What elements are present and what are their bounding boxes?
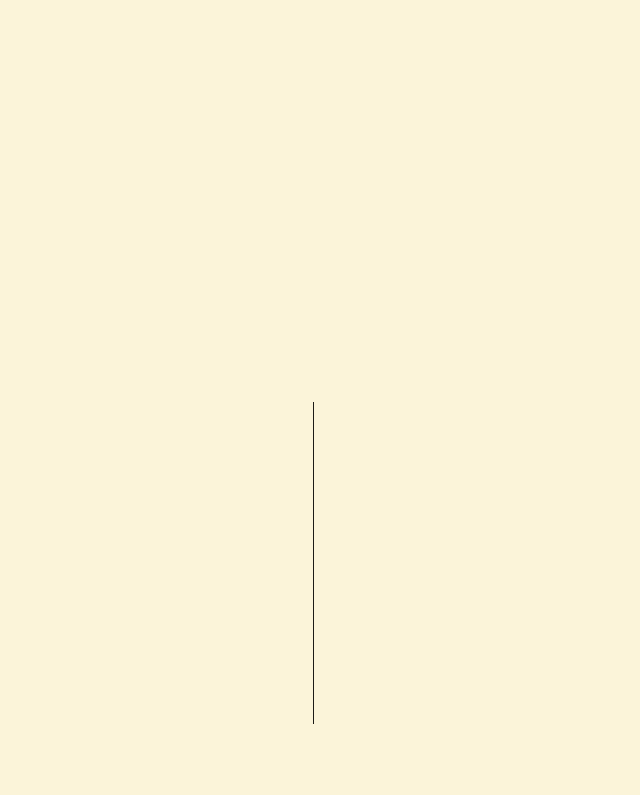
column-divider	[313, 402, 314, 724]
music-score	[0, 0, 640, 395]
